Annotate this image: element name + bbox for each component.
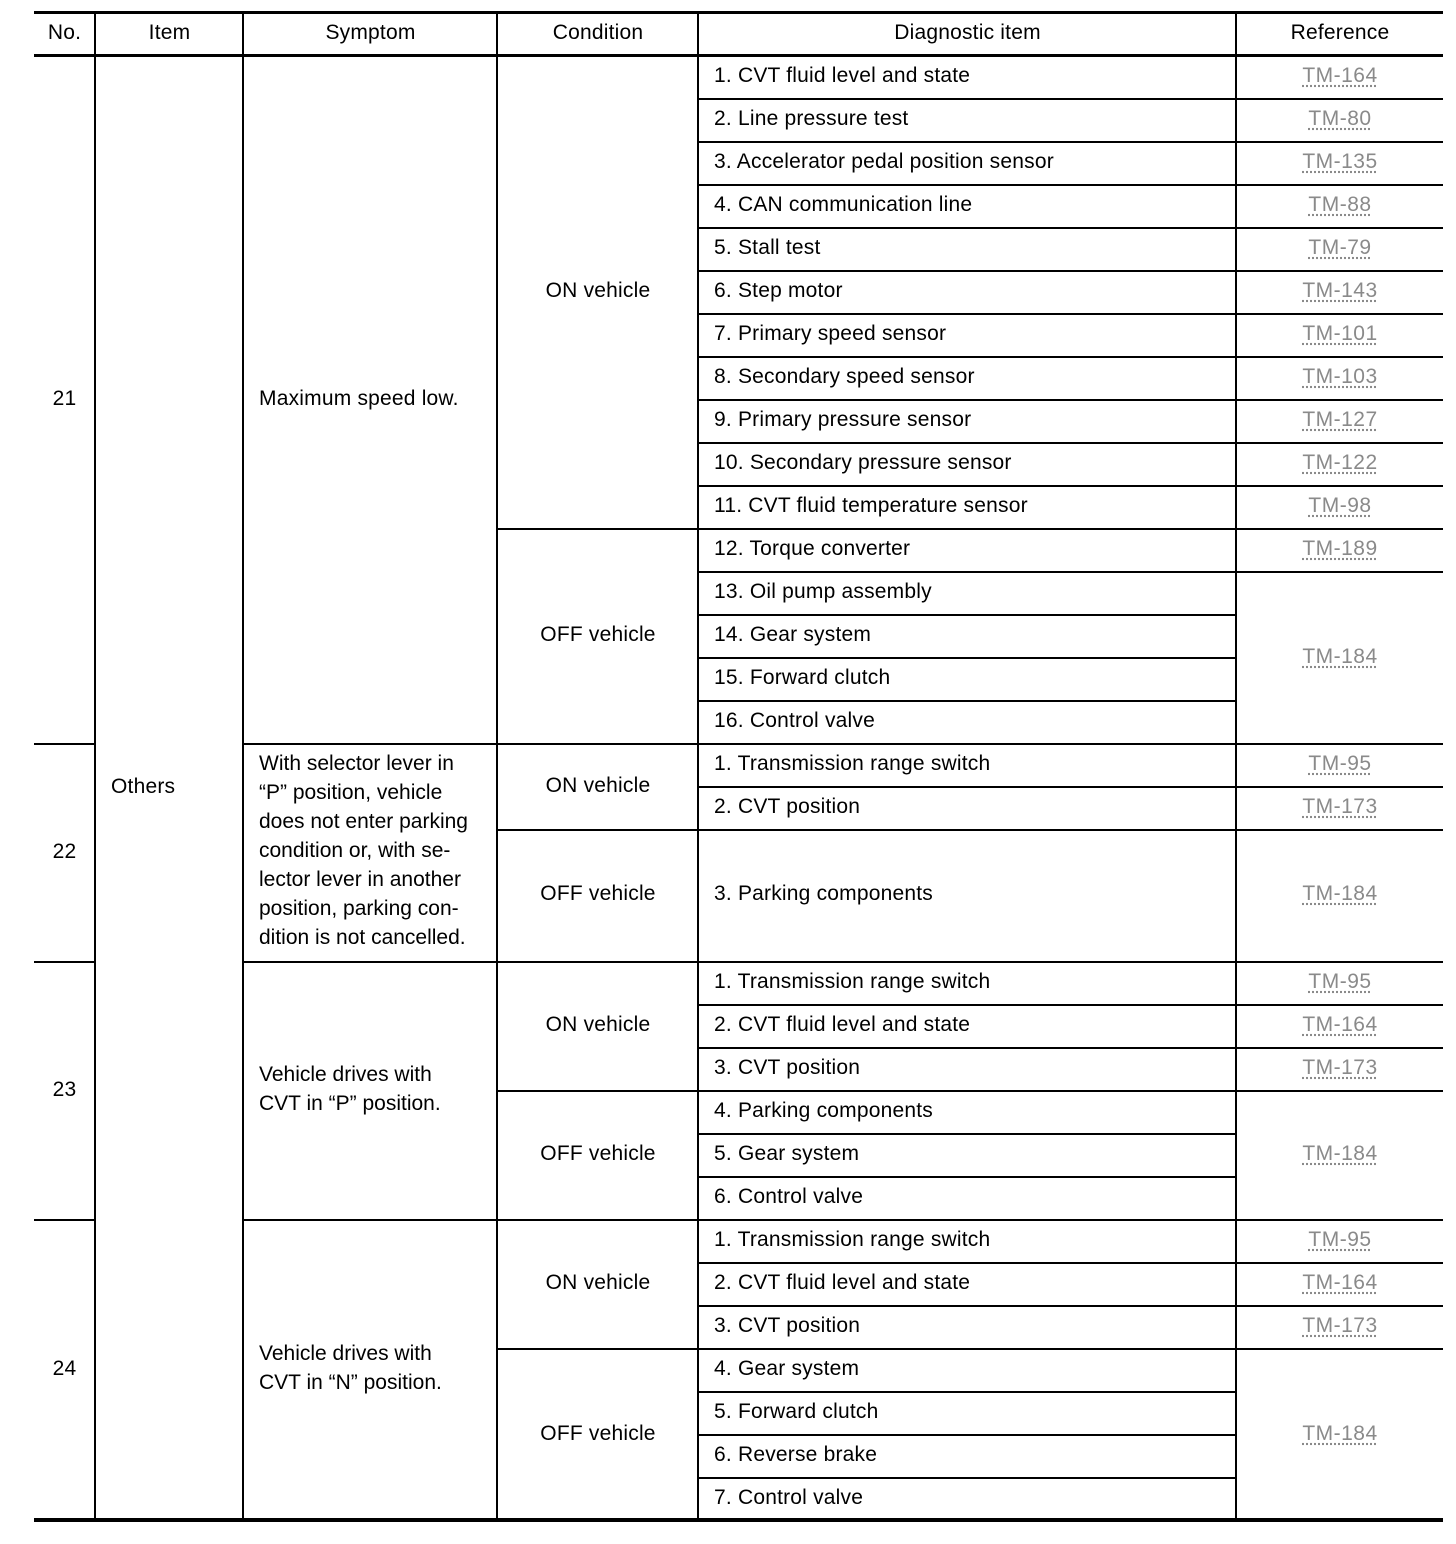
row-divider [698,1004,1443,1006]
table-top-rule [34,11,1443,14]
diagnostic-item: 2. Line pressure test [714,107,909,130]
reference-link[interactable]: TM-189 [1302,537,1378,560]
row-divider [698,657,1236,659]
diagnostic-item: 5. Stall test [714,236,821,259]
reference-link[interactable]: TM-122 [1302,451,1378,474]
condition-on-vehicle: ON vehicle [545,1013,651,1036]
diagnostic-item: 9. Primary pressure sensor [714,408,972,431]
diagnostic-item: 1. Transmission range switch [714,970,991,993]
condition-on-vehicle: ON vehicle [545,279,651,302]
diagnostic-item: 16. Control valve [714,709,875,732]
row-divider [698,1133,1236,1135]
reference-link[interactable]: TM-127 [1302,408,1378,431]
row-divider [698,1047,1443,1049]
reference-link[interactable]: TM-95 [1308,752,1372,775]
reference-link[interactable]: TM-88 [1308,193,1372,216]
header-condition: Condition [552,21,644,44]
row-divider [698,1477,1236,1479]
item-label: Others [111,775,176,798]
condition-divider [497,829,1443,831]
diagnostic-item: 7. Primary speed sensor [714,322,947,345]
diagnostic-item: 2. CVT fluid level and state [714,1013,971,1036]
diagnostic-item: 1. Transmission range switch [714,752,991,775]
row-number: 21 [52,387,77,410]
row-number: 23 [52,1078,77,1101]
symptom-text [259,749,495,952]
reference-link[interactable]: TM-103 [1302,365,1378,388]
diagnostic-item: 5. Gear system [714,1142,860,1165]
diagnostic-item: 2. CVT position [714,795,861,818]
row-divider [698,1391,1236,1393]
row-divider [698,571,1443,573]
condition-on-vehicle: ON vehicle [545,1271,651,1294]
reference-link[interactable]: TM-135 [1302,150,1378,173]
symptom-line: CVT in “P” position. [259,1092,441,1115]
diagnostic-item: 1. Transmission range switch [714,1228,991,1251]
row-divider [698,1176,1236,1178]
diagnostic-item: 4. CAN communication line [714,193,973,216]
row-divider [698,270,1443,272]
header-item: Item [148,21,191,44]
diagnostic-item: 6. Control valve [714,1185,864,1208]
condition-divider [497,1348,1443,1350]
row-divider [698,184,1443,186]
diagnostic-item: 3. CVT position [714,1314,861,1337]
row-divider [698,227,1443,229]
header-bottom-rule [34,54,1443,57]
symptom-line: “P” position, vehicle [259,781,443,804]
symptom-text [259,1060,495,1118]
diagnostic-item: 2. CVT fluid level and state [714,1271,971,1294]
row-divider [698,786,1443,788]
symptom-line: lector lever in another [259,868,461,891]
table-bottom-rule [34,1518,1443,1522]
group-divider [34,1219,95,1221]
row-divider [698,614,1236,616]
diagnostic-item: 6. Reverse brake [714,1443,878,1466]
condition-off-vehicle: OFF vehicle [540,1142,656,1165]
reference-link[interactable]: TM-95 [1308,1228,1372,1251]
reference-link[interactable]: TM-184 [1302,1422,1378,1445]
symptom-line: does not enter parking [259,810,468,833]
diagnostic-item: 11. CVT fluid temperature sensor [714,494,1028,517]
row-divider [698,313,1443,315]
header-reference: Reference [1290,21,1390,44]
diagnostic-item: 4. Parking components [714,1099,933,1122]
diagnostic-item: 4. Gear system [714,1357,860,1380]
row-divider [698,98,1443,100]
header-diagnostic-item: Diagnostic item [894,21,1041,44]
reference-link[interactable]: TM-184 [1302,1142,1378,1165]
row-divider [698,442,1443,444]
row-number: 22 [52,840,77,863]
diagnostic-item: 15. Forward clutch [714,666,891,689]
condition-off-vehicle: OFF vehicle [540,1422,656,1445]
reference-link[interactable]: TM-101 [1302,322,1378,345]
reference-link[interactable]: TM-143 [1302,279,1378,302]
reference-link[interactable]: TM-80 [1308,107,1372,130]
condition-divider [497,1090,1443,1092]
symptom-text [259,1339,495,1397]
reference-link[interactable]: TM-95 [1308,970,1372,993]
row-divider [698,141,1443,143]
reference-link[interactable]: TM-79 [1308,236,1372,259]
reference-link[interactable]: TM-184 [1302,645,1378,668]
reference-link[interactable]: TM-164 [1302,1013,1378,1036]
reference-link[interactable]: TM-164 [1302,64,1378,87]
diagnostic-item: 1. CVT fluid level and state [714,64,971,87]
symptom-line: position, parking con- [259,897,459,920]
symptom-line: CVT in “N” position. [259,1371,442,1394]
diagnostic-item: 6. Step motor [714,279,843,302]
condition-on-vehicle: ON vehicle [545,774,651,797]
reference-link[interactable]: TM-173 [1302,795,1378,818]
diagnostic-item: 12. Torque converter [714,537,911,560]
diagnostic-item: 3. Parking components [714,882,933,905]
group-divider [243,743,1443,745]
reference-link[interactable]: TM-173 [1302,1314,1378,1337]
symptom-line: condition or, with se- [259,839,451,862]
row-divider [698,356,1443,358]
symptom-line: Vehicle drives with [259,1063,432,1086]
symptom-line: With selector lever in [259,752,454,775]
condition-off-vehicle: OFF vehicle [540,623,656,646]
diagnostic-item: 8. Secondary speed sensor [714,365,975,388]
diagnostic-item: 10. Secondary pressure sensor [714,451,1012,474]
symptom-text: Maximum speed low. [259,387,459,410]
header-no: No. [47,21,82,44]
group-divider [34,743,95,745]
diagnostic-item: 3. CVT position [714,1056,861,1079]
reference-link[interactable]: TM-184 [1302,882,1378,905]
header-symptom: Symptom [325,21,416,44]
diagnostic-item: 7. Control valve [714,1486,864,1509]
group-divider [243,1219,1443,1221]
diagnostic-item: 14. Gear system [714,623,872,646]
row-divider [698,700,1236,702]
row-divider [698,1305,1443,1307]
reference-link[interactable]: TM-98 [1308,494,1372,517]
column-divider [242,11,244,1520]
row-divider [698,485,1443,487]
symptom-line: Vehicle drives with [259,1342,432,1365]
symptom-line: dition is not cancelled. [259,926,466,949]
group-divider [34,961,95,963]
diagnostic-item: 3. Accelerator pedal position sensor [714,150,1054,173]
reference-link[interactable]: TM-173 [1302,1056,1378,1079]
group-divider [243,961,1443,963]
condition-divider [497,528,1443,530]
row-divider [698,399,1443,401]
reference-link[interactable]: TM-164 [1302,1271,1378,1294]
diagnostic-item: 5. Forward clutch [714,1400,879,1423]
condition-off-vehicle: OFF vehicle [540,882,656,905]
row-divider [698,1262,1443,1264]
row-number: 24 [52,1357,77,1380]
diagnostic-item: 13. Oil pump assembly [714,580,932,603]
column-divider [94,11,96,1520]
row-divider [698,1434,1236,1436]
